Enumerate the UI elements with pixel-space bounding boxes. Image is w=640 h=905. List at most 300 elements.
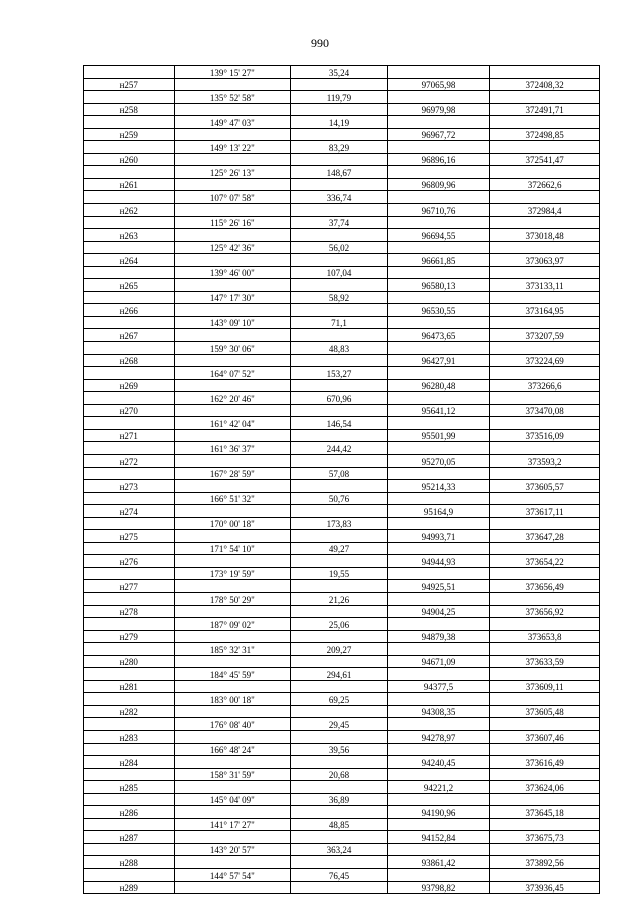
angle-cell bbox=[174, 781, 291, 794]
angle-cell: 141° 17' 27" bbox=[174, 818, 291, 831]
point-cell: н287 bbox=[84, 831, 175, 844]
point-cell bbox=[84, 66, 175, 79]
table-row bbox=[84, 756, 600, 769]
y-coordinate-cell bbox=[490, 316, 600, 329]
table-row bbox=[84, 530, 600, 543]
y-coordinate-cell bbox=[490, 417, 600, 430]
length-cell bbox=[291, 806, 388, 819]
x-coordinate-cell bbox=[387, 492, 490, 505]
table-row bbox=[84, 191, 600, 204]
point-cell bbox=[84, 818, 175, 831]
length-cell: 69,25 bbox=[291, 693, 388, 706]
point-cell: н268 bbox=[84, 354, 175, 367]
table-row bbox=[84, 542, 600, 555]
angle-cell bbox=[174, 254, 291, 267]
angle-cell: 170° 00' 18" bbox=[174, 517, 291, 530]
angle-cell: 144° 57' 54" bbox=[174, 869, 291, 882]
point-cell bbox=[84, 467, 175, 480]
table-row bbox=[84, 229, 600, 242]
x-coordinate-cell: 95164,9 bbox=[387, 505, 490, 518]
table-row bbox=[84, 730, 600, 743]
table-row bbox=[84, 831, 600, 844]
y-coordinate-cell: 372408,32 bbox=[490, 78, 600, 91]
length-cell bbox=[291, 705, 388, 718]
y-coordinate-cell bbox=[490, 367, 600, 380]
point-cell: н269 bbox=[84, 379, 175, 392]
length-cell bbox=[291, 605, 388, 618]
coordinates-table-body bbox=[84, 66, 600, 894]
length-cell: 244,42 bbox=[291, 442, 388, 455]
x-coordinate-cell: 94944,93 bbox=[387, 555, 490, 568]
y-coordinate-cell: 373647,28 bbox=[490, 530, 600, 543]
y-coordinate-cell: 373063,97 bbox=[490, 254, 600, 267]
y-coordinate-cell: 373633,59 bbox=[490, 655, 600, 668]
angle-cell: 166° 48' 24" bbox=[174, 743, 291, 756]
x-coordinate-cell bbox=[387, 592, 490, 605]
length-cell bbox=[291, 530, 388, 543]
table-row bbox=[84, 329, 600, 342]
angle-cell bbox=[174, 304, 291, 317]
point-cell bbox=[84, 567, 175, 580]
y-coordinate-cell bbox=[490, 216, 600, 229]
length-cell bbox=[291, 505, 388, 518]
y-coordinate-cell: 372498,85 bbox=[490, 128, 600, 141]
length-cell: 209,27 bbox=[291, 643, 388, 656]
angle-cell bbox=[174, 480, 291, 493]
point-cell bbox=[84, 542, 175, 555]
point-cell bbox=[84, 743, 175, 756]
table-row bbox=[84, 91, 600, 104]
table-row bbox=[84, 204, 600, 217]
length-cell bbox=[291, 881, 388, 894]
y-coordinate-cell: 373654,22 bbox=[490, 555, 600, 568]
point-cell: н289 bbox=[84, 881, 175, 894]
x-coordinate-cell: 96710,76 bbox=[387, 204, 490, 217]
table-row bbox=[84, 480, 600, 493]
angle-cell: 158° 31' 59" bbox=[174, 768, 291, 781]
table-row bbox=[84, 555, 600, 568]
x-coordinate-cell bbox=[387, 542, 490, 555]
table-row bbox=[84, 881, 600, 894]
length-cell: 119,79 bbox=[291, 91, 388, 104]
angle-cell bbox=[174, 806, 291, 819]
point-cell: н275 bbox=[84, 530, 175, 543]
length-cell: 14,19 bbox=[291, 116, 388, 129]
x-coordinate-cell: 94671,09 bbox=[387, 655, 490, 668]
length-cell: 35,24 bbox=[291, 66, 388, 79]
y-coordinate-cell bbox=[490, 467, 600, 480]
angle-cell: 178° 50' 29" bbox=[174, 592, 291, 605]
table-row bbox=[84, 254, 600, 267]
y-coordinate-cell bbox=[490, 517, 600, 530]
x-coordinate-cell: 96979,98 bbox=[387, 103, 490, 116]
angle-cell bbox=[174, 204, 291, 217]
y-coordinate-cell bbox=[490, 743, 600, 756]
point-cell: н271 bbox=[84, 429, 175, 442]
point-cell bbox=[84, 367, 175, 380]
length-cell: 29,45 bbox=[291, 718, 388, 731]
table-row bbox=[84, 66, 600, 79]
table-row bbox=[84, 379, 600, 392]
x-coordinate-cell: 94278,97 bbox=[387, 730, 490, 743]
y-coordinate-cell: 373609,11 bbox=[490, 680, 600, 693]
length-cell: 58,92 bbox=[291, 291, 388, 304]
point-cell: н266 bbox=[84, 304, 175, 317]
x-coordinate-cell bbox=[387, 266, 490, 279]
point-cell bbox=[84, 869, 175, 882]
length-cell bbox=[291, 655, 388, 668]
x-coordinate-cell: 95641,12 bbox=[387, 404, 490, 417]
x-coordinate-cell: 94190,96 bbox=[387, 806, 490, 819]
x-coordinate-cell: 97065,98 bbox=[387, 78, 490, 91]
y-coordinate-cell bbox=[490, 768, 600, 781]
table-row bbox=[84, 668, 600, 681]
page-number: 990 bbox=[311, 36, 329, 50]
angle-cell: 173° 19' 59" bbox=[174, 567, 291, 580]
length-cell bbox=[291, 756, 388, 769]
angle-cell: 115° 26' 16" bbox=[174, 216, 291, 229]
length-cell bbox=[291, 580, 388, 593]
angle-cell bbox=[174, 881, 291, 894]
y-coordinate-cell: 373224,69 bbox=[490, 354, 600, 367]
length-cell bbox=[291, 153, 388, 166]
y-coordinate-cell: 373593,2 bbox=[490, 454, 600, 467]
x-coordinate-cell: 96280,48 bbox=[387, 379, 490, 392]
angle-cell bbox=[174, 680, 291, 693]
angle-cell: 159° 30' 06" bbox=[174, 342, 291, 355]
angle-cell bbox=[174, 831, 291, 844]
angle-cell: 161° 42' 04" bbox=[174, 417, 291, 430]
angle-cell bbox=[174, 229, 291, 242]
x-coordinate-cell: 96580,13 bbox=[387, 279, 490, 292]
table-row bbox=[84, 417, 600, 430]
length-cell bbox=[291, 781, 388, 794]
x-coordinate-cell: 94240,45 bbox=[387, 756, 490, 769]
x-coordinate-cell bbox=[387, 141, 490, 154]
point-cell bbox=[84, 643, 175, 656]
length-cell: 76,45 bbox=[291, 869, 388, 882]
y-coordinate-cell: 373624,06 bbox=[490, 781, 600, 794]
length-cell bbox=[291, 555, 388, 568]
point-cell bbox=[84, 216, 175, 229]
angle-cell: 139° 46' 00" bbox=[174, 266, 291, 279]
length-cell bbox=[291, 379, 388, 392]
table-row bbox=[84, 316, 600, 329]
x-coordinate-cell bbox=[387, 116, 490, 129]
point-cell: н280 bbox=[84, 655, 175, 668]
point-cell: н267 bbox=[84, 329, 175, 342]
angle-cell bbox=[174, 128, 291, 141]
y-coordinate-cell: 373018,48 bbox=[490, 229, 600, 242]
length-cell bbox=[291, 856, 388, 869]
point-cell: н282 bbox=[84, 705, 175, 718]
x-coordinate-cell bbox=[387, 743, 490, 756]
y-coordinate-cell bbox=[490, 166, 600, 179]
point-cell: н288 bbox=[84, 856, 175, 869]
x-coordinate-cell: 93861,42 bbox=[387, 856, 490, 869]
x-coordinate-cell bbox=[387, 367, 490, 380]
point-cell bbox=[84, 166, 175, 179]
table-row bbox=[84, 454, 600, 467]
angle-cell: 167° 28' 59" bbox=[174, 467, 291, 480]
angle-cell bbox=[174, 730, 291, 743]
y-coordinate-cell bbox=[490, 91, 600, 104]
y-coordinate-cell: 373133,11 bbox=[490, 279, 600, 292]
x-coordinate-cell bbox=[387, 191, 490, 204]
x-coordinate-cell: 94879,38 bbox=[387, 630, 490, 643]
table-row bbox=[84, 705, 600, 718]
table-row bbox=[84, 843, 600, 856]
angle-cell bbox=[174, 103, 291, 116]
table-row bbox=[84, 655, 600, 668]
y-coordinate-cell bbox=[490, 241, 600, 254]
point-cell bbox=[84, 392, 175, 405]
x-coordinate-cell bbox=[387, 91, 490, 104]
length-cell bbox=[291, 354, 388, 367]
y-coordinate-cell bbox=[490, 718, 600, 731]
x-coordinate-cell bbox=[387, 517, 490, 530]
angle-cell bbox=[174, 379, 291, 392]
table-row bbox=[84, 279, 600, 292]
point-cell: н258 bbox=[84, 103, 175, 116]
point-cell: н283 bbox=[84, 730, 175, 743]
length-cell: 21,26 bbox=[291, 592, 388, 605]
table-row bbox=[84, 618, 600, 631]
y-coordinate-cell bbox=[490, 266, 600, 279]
x-coordinate-cell bbox=[387, 718, 490, 731]
length-cell bbox=[291, 254, 388, 267]
point-cell bbox=[84, 618, 175, 631]
y-coordinate-cell bbox=[490, 693, 600, 706]
y-coordinate-cell: 373470,08 bbox=[490, 404, 600, 417]
length-cell bbox=[291, 680, 388, 693]
y-coordinate-cell: 373653,8 bbox=[490, 630, 600, 643]
table-row bbox=[84, 856, 600, 869]
table-row bbox=[84, 103, 600, 116]
point-cell: н265 bbox=[84, 279, 175, 292]
y-coordinate-cell: 373645,18 bbox=[490, 806, 600, 819]
length-cell bbox=[291, 304, 388, 317]
length-cell: 107,04 bbox=[291, 266, 388, 279]
table-row bbox=[84, 693, 600, 706]
length-cell: 146,54 bbox=[291, 417, 388, 430]
table-row bbox=[84, 128, 600, 141]
y-coordinate-cell bbox=[490, 492, 600, 505]
angle-cell bbox=[174, 178, 291, 191]
table-row bbox=[84, 342, 600, 355]
x-coordinate-cell: 94925,51 bbox=[387, 580, 490, 593]
y-coordinate-cell bbox=[490, 66, 600, 79]
angle-cell: 183° 00' 18" bbox=[174, 693, 291, 706]
point-cell: н264 bbox=[84, 254, 175, 267]
angle-cell bbox=[174, 505, 291, 518]
length-cell bbox=[291, 78, 388, 91]
table-row bbox=[84, 291, 600, 304]
point-cell: н285 bbox=[84, 781, 175, 794]
point-cell: н272 bbox=[84, 454, 175, 467]
x-coordinate-cell bbox=[387, 166, 490, 179]
angle-cell: 143° 20' 57" bbox=[174, 843, 291, 856]
angle-cell bbox=[174, 555, 291, 568]
y-coordinate-cell: 372662,6 bbox=[490, 178, 600, 191]
angle-cell: 187° 09' 02" bbox=[174, 618, 291, 631]
x-coordinate-cell: 96427,91 bbox=[387, 354, 490, 367]
table-row bbox=[84, 304, 600, 317]
table-row bbox=[84, 781, 600, 794]
length-cell bbox=[291, 630, 388, 643]
point-cell bbox=[84, 843, 175, 856]
angle-cell bbox=[174, 580, 291, 593]
y-coordinate-cell bbox=[490, 643, 600, 656]
angle-cell bbox=[174, 530, 291, 543]
angle-cell: 125° 26' 13" bbox=[174, 166, 291, 179]
table-row bbox=[84, 141, 600, 154]
length-cell: 50,76 bbox=[291, 492, 388, 505]
x-coordinate-cell: 94221,2 bbox=[387, 781, 490, 794]
y-coordinate-cell: 373616,49 bbox=[490, 756, 600, 769]
table-row bbox=[84, 116, 600, 129]
x-coordinate-cell bbox=[387, 442, 490, 455]
angle-cell bbox=[174, 655, 291, 668]
y-coordinate-cell: 373164,95 bbox=[490, 304, 600, 317]
table-row bbox=[84, 392, 600, 405]
point-cell: н284 bbox=[84, 756, 175, 769]
length-cell: 83,29 bbox=[291, 141, 388, 154]
point-cell bbox=[84, 417, 175, 430]
coordinates-table bbox=[83, 65, 600, 894]
table-row bbox=[84, 517, 600, 530]
y-coordinate-cell bbox=[490, 542, 600, 555]
angle-cell: 164° 07' 52" bbox=[174, 367, 291, 380]
point-cell bbox=[84, 91, 175, 104]
table-row bbox=[84, 718, 600, 731]
y-coordinate-cell bbox=[490, 191, 600, 204]
table-row bbox=[84, 216, 600, 229]
length-cell: 71,1 bbox=[291, 316, 388, 329]
x-coordinate-cell bbox=[387, 693, 490, 706]
angle-cell: 171° 54' 10" bbox=[174, 542, 291, 555]
x-coordinate-cell bbox=[387, 643, 490, 656]
point-cell: н278 bbox=[84, 605, 175, 618]
point-cell bbox=[84, 718, 175, 731]
point-cell: н260 bbox=[84, 153, 175, 166]
x-coordinate-cell bbox=[387, 668, 490, 681]
angle-cell bbox=[174, 78, 291, 91]
point-cell bbox=[84, 141, 175, 154]
point-cell bbox=[84, 693, 175, 706]
point-cell bbox=[84, 291, 175, 304]
length-cell: 670,96 bbox=[291, 392, 388, 405]
table-row bbox=[84, 467, 600, 480]
point-cell bbox=[84, 342, 175, 355]
y-coordinate-cell bbox=[490, 668, 600, 681]
point-cell: н262 bbox=[84, 204, 175, 217]
angle-cell bbox=[174, 856, 291, 869]
angle-cell bbox=[174, 279, 291, 292]
length-cell bbox=[291, 730, 388, 743]
angle-cell: 166° 51' 32" bbox=[174, 492, 291, 505]
table-row bbox=[84, 869, 600, 882]
length-cell bbox=[291, 454, 388, 467]
table-row bbox=[84, 505, 600, 518]
x-coordinate-cell: 96473,65 bbox=[387, 329, 490, 342]
y-coordinate-cell bbox=[490, 392, 600, 405]
length-cell bbox=[291, 480, 388, 493]
table-row bbox=[84, 266, 600, 279]
length-cell: 294,61 bbox=[291, 668, 388, 681]
point-cell: н286 bbox=[84, 806, 175, 819]
length-cell bbox=[291, 329, 388, 342]
point-cell: н281 bbox=[84, 680, 175, 693]
length-cell: 153,27 bbox=[291, 367, 388, 380]
table-row bbox=[84, 793, 600, 806]
angle-cell bbox=[174, 429, 291, 442]
angle-cell bbox=[174, 329, 291, 342]
table-row bbox=[84, 768, 600, 781]
length-cell: 56,02 bbox=[291, 241, 388, 254]
y-coordinate-cell: 373516,09 bbox=[490, 429, 600, 442]
length-cell: 148,67 bbox=[291, 166, 388, 179]
y-coordinate-cell bbox=[490, 141, 600, 154]
y-coordinate-cell: 373656,49 bbox=[490, 580, 600, 593]
x-coordinate-cell: 94904,25 bbox=[387, 605, 490, 618]
point-cell: н279 bbox=[84, 630, 175, 643]
x-coordinate-cell bbox=[387, 567, 490, 580]
x-coordinate-cell: 96661,85 bbox=[387, 254, 490, 267]
y-coordinate-cell: 373607,46 bbox=[490, 730, 600, 743]
y-coordinate-cell: 373656,92 bbox=[490, 605, 600, 618]
point-cell: н263 bbox=[84, 229, 175, 242]
length-cell: 57,08 bbox=[291, 467, 388, 480]
length-cell bbox=[291, 279, 388, 292]
table-row bbox=[84, 442, 600, 455]
x-coordinate-cell: 95270,05 bbox=[387, 454, 490, 467]
table-row bbox=[84, 580, 600, 593]
length-cell: 173,83 bbox=[291, 517, 388, 530]
y-coordinate-cell: 373675,73 bbox=[490, 831, 600, 844]
x-coordinate-cell bbox=[387, 216, 490, 229]
angle-cell: 147° 17' 30" bbox=[174, 291, 291, 304]
point-cell bbox=[84, 442, 175, 455]
y-coordinate-cell bbox=[490, 592, 600, 605]
y-coordinate-cell: 373605,48 bbox=[490, 705, 600, 718]
x-coordinate-cell: 93798,82 bbox=[387, 881, 490, 894]
angle-cell bbox=[174, 454, 291, 467]
length-cell bbox=[291, 178, 388, 191]
y-coordinate-cell: 373207,59 bbox=[490, 329, 600, 342]
angle-cell: 143° 09' 10" bbox=[174, 316, 291, 329]
x-coordinate-cell: 94993,71 bbox=[387, 530, 490, 543]
length-cell: 37,74 bbox=[291, 216, 388, 229]
x-coordinate-cell: 95501,99 bbox=[387, 429, 490, 442]
x-coordinate-cell bbox=[387, 417, 490, 430]
table-row bbox=[84, 354, 600, 367]
length-cell: 39,56 bbox=[291, 743, 388, 756]
angle-cell: 135° 52' 58" bbox=[174, 91, 291, 104]
point-cell bbox=[84, 793, 175, 806]
y-coordinate-cell bbox=[490, 818, 600, 831]
x-coordinate-cell bbox=[387, 342, 490, 355]
table-row bbox=[84, 492, 600, 505]
length-cell bbox=[291, 128, 388, 141]
point-cell bbox=[84, 316, 175, 329]
angle-cell bbox=[174, 404, 291, 417]
length-cell bbox=[291, 204, 388, 217]
y-coordinate-cell bbox=[490, 567, 600, 580]
table-row bbox=[84, 153, 600, 166]
angle-cell: 149° 47' 03" bbox=[174, 116, 291, 129]
length-cell: 49,27 bbox=[291, 542, 388, 555]
